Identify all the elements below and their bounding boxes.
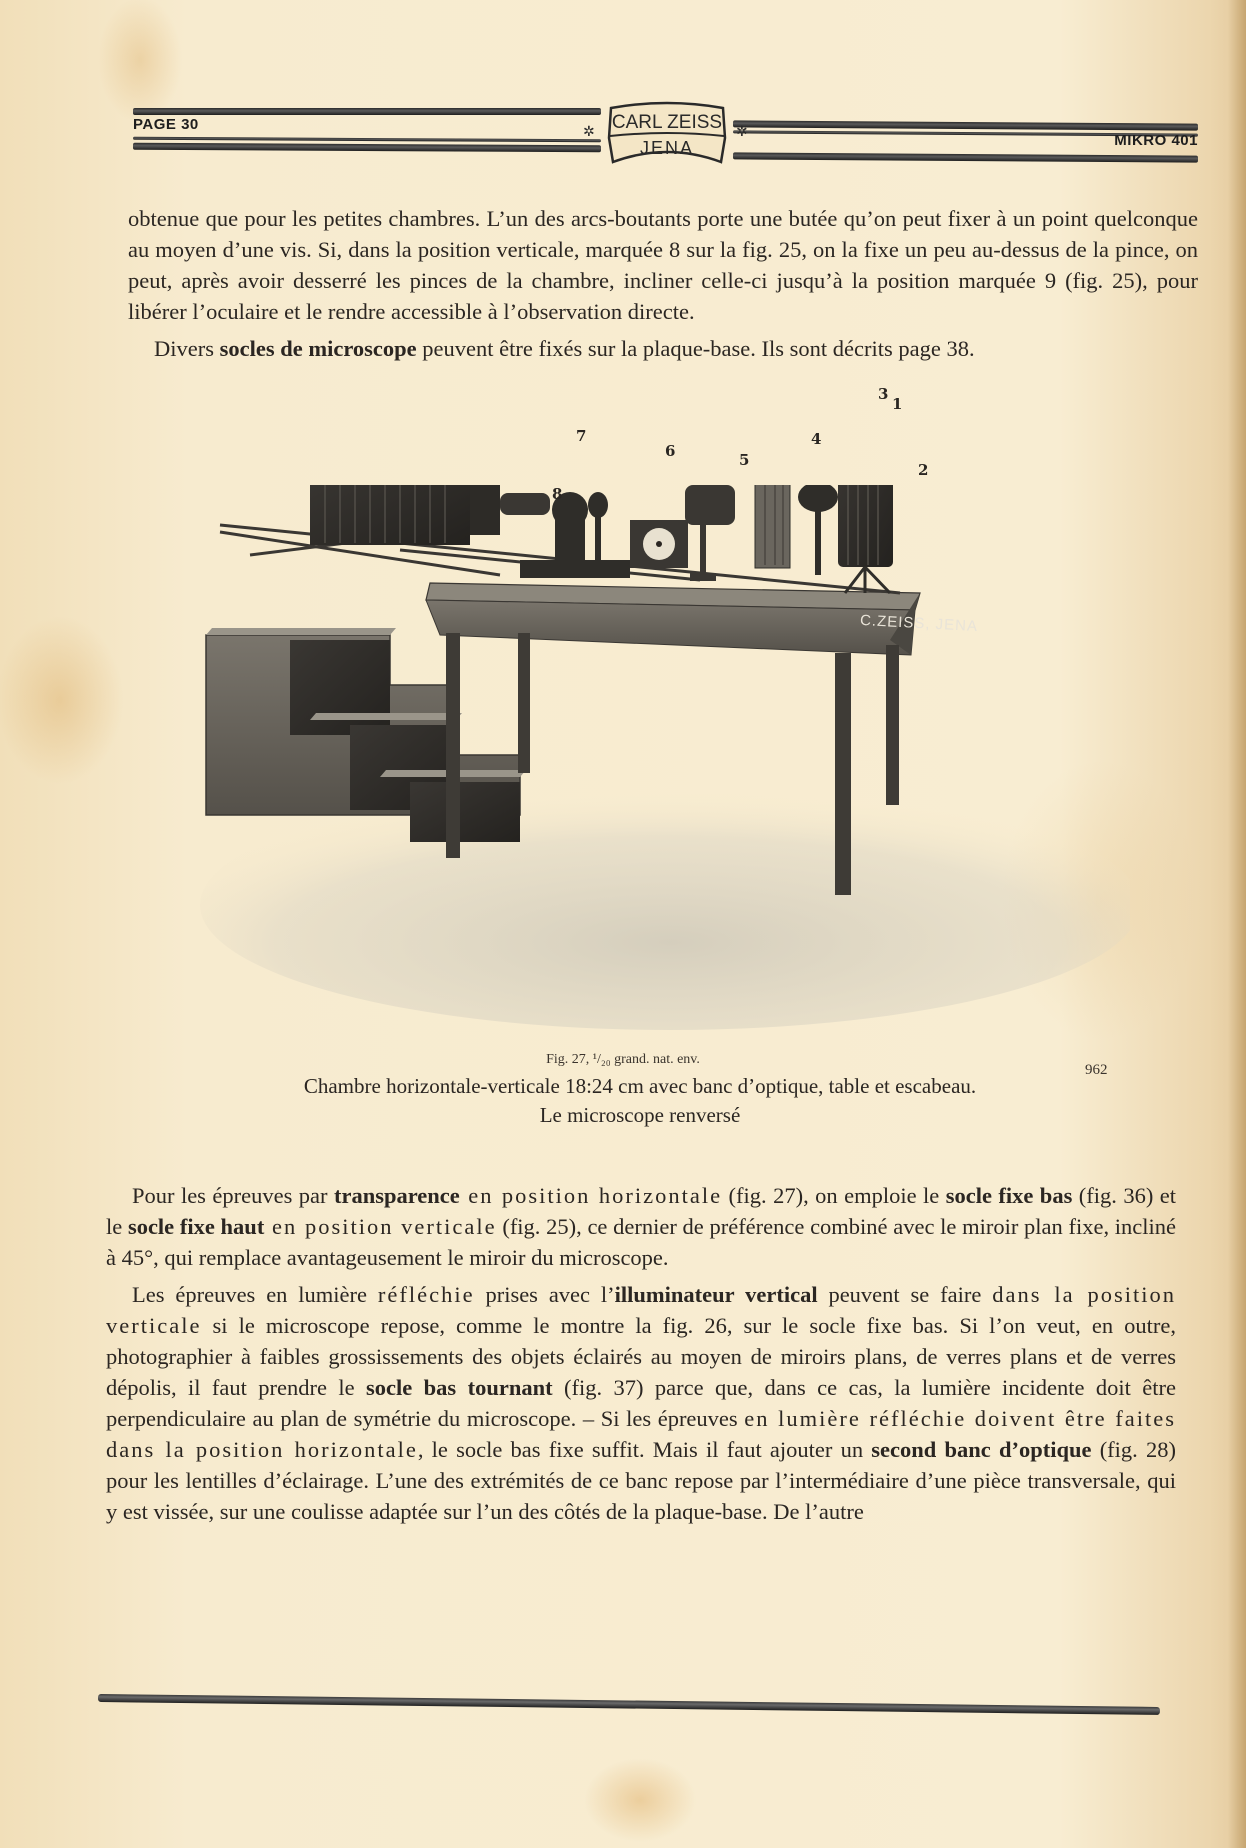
bold-term: illuminateur vertical [614, 1282, 818, 1307]
text-run: , le socle bas fixe suffit. Mais il faut ajouter un [417, 1437, 872, 1462]
callout-3: 3 [878, 385, 889, 403]
bold-term: second banc d’optique [871, 1437, 1092, 1462]
text-run: (fig. 37) parce que, dans ce cas, la lumière incidente doit être perpendiculaire au plan de symétrie du microscope. – Si les épreuves [106, 1375, 1176, 1431]
star-ornament-icon: ✲ [736, 124, 748, 140]
table-brand-label: C.ZEISS, JENA [859, 611, 979, 636]
header-rule-mid-left [133, 137, 601, 142]
logo-text-bottom: JENA [639, 138, 695, 158]
book-spine-shadow [1228, 0, 1246, 1848]
text-run: (fig. 28) pour les lentilles d’éclairage. L’une des extrémités de ce banc repose par l’intermédiaire d’une pièce transversale, qui y est vissée, sur une coulisse adaptée sur l’un des côtés de la plaque-base. De l’autre [106, 1437, 1176, 1524]
header-rule-top-left [133, 108, 601, 115]
resistor-column-3 [755, 485, 790, 568]
header-rule-bottom-left [133, 143, 601, 152]
spaced-term: en position verticale [264, 1214, 497, 1239]
callout-7: 7 [576, 427, 587, 445]
page-header [133, 102, 1198, 172]
spaced-term: dans la position verticale [106, 1282, 1176, 1338]
callout-8: 8 [552, 485, 563, 503]
footer-rule [98, 1694, 1160, 1715]
bold-term: socle fixe bas [945, 1183, 1073, 1208]
paragraph-1: obtenue que pour les petites chambres. L’un des arcs-boutants porte une butée qu’on peut fixer à un point quelconque au moyen d’une vis. Si, dans la position verticale, marquée 8 sur la fig. 25, on la fixe un peu au-dessus de la pince, on peut, après avoir desserré les pinces de la chambre, incliner celle-ci jusqu’à la position marquée 9 (fig. 25), pour libérer l’oculaire et le rendre accessible à l’observation directe. [128, 206, 1198, 324]
floor-shadow [200, 780, 1130, 1030]
header-rule-bottom-right [733, 152, 1198, 162]
spaced-term: en lumière réfléchie doivent être faites dans la position horizontale [106, 1406, 1176, 1462]
text-run: (fig. 25), ce dernier de préférence combiné avec le miroir plan fixe, incliné à 45°, qui remplace avantageusement le miroir du microscope. [106, 1214, 1176, 1270]
paragraph-2 [128, 333, 1198, 364]
callout-4: 4 [811, 430, 822, 448]
dial-box-5 [630, 520, 688, 568]
paragraph-4 [106, 1279, 1176, 1527]
paragraph-3 [106, 1180, 1176, 1273]
callout-1: 1 [892, 395, 903, 413]
bold-term: socle bas tournant [366, 1375, 553, 1400]
text-run: Divers [154, 336, 220, 361]
figure-27-illustration [200, 385, 1130, 1030]
arc-lamp-1 [838, 485, 893, 593]
spaced-term: réfléchie [377, 1282, 475, 1307]
step-stool [206, 628, 526, 842]
catalog-code-label: MIKRO 401 [1114, 132, 1198, 149]
text-run: peuvent être fixés sur la plaque-base. Ils sont décrits page 38. [416, 336, 975, 361]
callout-6: 6 [665, 442, 676, 460]
page-number-label: PAGE 30 [133, 116, 199, 133]
text-run: prises avec l’ [474, 1282, 615, 1307]
bold-term: socles de microscope [219, 336, 417, 361]
optical-bench-engraving [200, 485, 1130, 1030]
condenser-2 [798, 485, 838, 575]
header-rule-top-right [733, 120, 1198, 130]
bold-term: socle fixe haut [127, 1214, 265, 1239]
carl-zeiss-jena-logo [601, 100, 733, 168]
plate-number: 962 [1085, 1062, 1108, 1078]
caption-line-1: Chambre horizontale-verticale 18:24 cm avec banc d’optique, table et escabeau. [303, 1074, 977, 1098]
text-run: peuvent se faire [817, 1282, 993, 1307]
text-run: (fig. 36) et le [106, 1183, 1177, 1239]
figure-label: Fig. 27, ¹/₂₀ grand. nat. env. [546, 1052, 700, 1067]
text-run: si le microscope repose, comme le montre la fig. 26, sur le socle fixe bas. Si l’on veut, en outre, photographier à faibles grossissements des objets éclairés au moyen de miroirs plans, de verres plans et de verres dépolis, il faut prendre le [106, 1313, 1176, 1400]
body-text [106, 1180, 1176, 1533]
lens-holder-6 [588, 492, 608, 570]
lamp-housing-4 [685, 485, 735, 581]
spaced-term: en position horizontale [459, 1183, 723, 1208]
camera-bellows [310, 485, 550, 545]
star-ornament-icon: ✲ [583, 124, 595, 140]
caption-line-2: Le microscope renversé [539, 1103, 741, 1127]
text-run: Pour les épreuves par [132, 1183, 334, 1208]
text-run: Les épreuves en lumière [132, 1282, 378, 1307]
callout-5: 5 [739, 451, 750, 469]
logo-text-top: CARL ZEISS [611, 112, 723, 133]
bold-term: transparence [333, 1183, 460, 1208]
intro-text [128, 203, 1198, 370]
figure-caption [180, 1072, 1100, 1130]
text-run: (fig. 27), on emploie le [722, 1183, 946, 1208]
callout-2: 2 [918, 461, 929, 479]
